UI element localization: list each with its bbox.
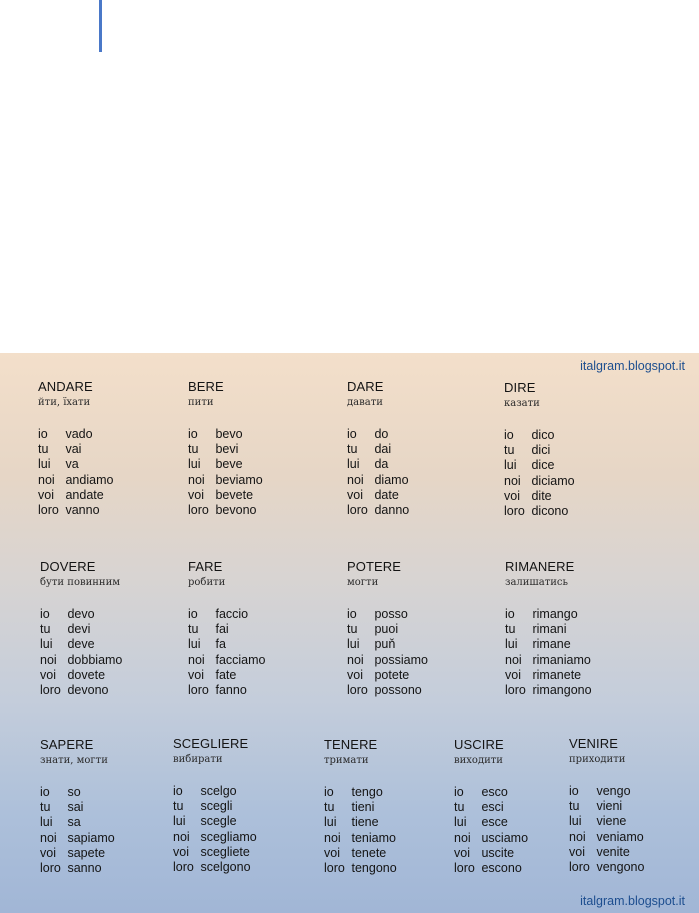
verb-form: scelgono	[200, 860, 251, 875]
pronoun: lui	[188, 637, 201, 652]
conjugation-row	[347, 653, 507, 668]
conjugation-row	[188, 457, 348, 472]
verb-form: puoi	[374, 622, 399, 637]
conjugation-row	[40, 668, 200, 683]
conjugation-row	[347, 427, 507, 442]
pronoun: voi	[40, 667, 56, 682]
verb-form: esci	[481, 800, 504, 815]
conjugation-list	[40, 607, 200, 698]
pronoun: lui	[38, 457, 51, 472]
conjugation-row	[505, 683, 665, 698]
conjugation-row	[504, 428, 664, 443]
conjugation-row	[38, 473, 198, 488]
verb-form: scegliamo	[200, 829, 257, 844]
pronoun: noi	[347, 472, 364, 487]
verb-form: rimaniamo	[532, 652, 591, 667]
conjugation-list	[173, 784, 333, 875]
conjugation-row	[173, 814, 333, 829]
conjugation-row	[347, 683, 507, 698]
pronoun: voi	[40, 845, 56, 860]
pronoun: loro	[188, 503, 209, 518]
conjugation-row	[188, 503, 348, 518]
verb-form: faccio	[215, 607, 249, 621]
pronoun: io	[188, 607, 198, 621]
conjugation-row	[173, 845, 333, 860]
conjugation-row	[40, 653, 200, 668]
verb-block-potere	[347, 559, 507, 698]
verb-name: POTERE	[347, 559, 402, 574]
verb-translation: залишатись	[505, 577, 568, 588]
verb-form: teniamo	[351, 830, 396, 845]
pronoun: lui	[569, 814, 582, 829]
verb-form: beviamo	[215, 472, 263, 487]
conjugation-row	[38, 488, 198, 503]
verb-name: TENERE	[324, 737, 378, 752]
verb-form: diamo	[374, 472, 409, 487]
verb-form: dai	[374, 442, 392, 457]
pronoun: loro	[504, 504, 525, 519]
verb-form: andate	[65, 487, 104, 502]
verb-form: dicono	[531, 504, 569, 519]
conjugation-row	[38, 442, 198, 457]
verb-form: usciamo	[481, 830, 529, 845]
pronoun: tu	[505, 622, 516, 637]
verb-block-dovere	[40, 559, 200, 698]
pronoun: loro	[454, 861, 475, 876]
verb-form: rimanete	[532, 667, 582, 682]
verb-form: sanno	[67, 861, 102, 876]
verb-form: possiamo	[374, 652, 428, 667]
verb-block-scegliere	[173, 736, 333, 875]
pronoun: io	[173, 784, 183, 798]
conjugation-row	[173, 830, 333, 845]
verb-form: vanno	[65, 503, 100, 518]
pronoun: voi	[505, 667, 521, 682]
conjugation-row	[347, 442, 507, 457]
verb-form: va	[65, 457, 79, 472]
conjugation-row	[38, 457, 198, 472]
pronoun: noi	[505, 652, 522, 667]
conjugation-row	[38, 503, 198, 518]
conjugation-row	[173, 799, 333, 814]
pronoun: tu	[40, 622, 51, 637]
pronoun: voi	[504, 488, 520, 503]
verb-form: dice	[531, 458, 555, 473]
verb-name: DOVERE	[40, 559, 96, 574]
verb-translation: казати	[504, 398, 540, 409]
verb-form: dovete	[67, 667, 106, 682]
verb-translation: давати	[347, 397, 383, 408]
pronoun: voi	[347, 487, 363, 502]
conjugation-row	[188, 622, 348, 637]
verb-form: possono	[374, 683, 422, 698]
pronoun: tu	[188, 442, 199, 457]
conjugation-row	[188, 607, 348, 622]
pronoun: noi	[504, 473, 521, 488]
verb-form: sai	[67, 800, 84, 815]
pronoun: voi	[324, 845, 340, 860]
pronoun: noi	[40, 830, 57, 845]
pronoun: voi	[188, 667, 204, 682]
pronoun: io	[40, 785, 50, 799]
conjugation-row	[173, 860, 333, 875]
verb-form: scegliete	[200, 844, 250, 859]
pronoun: lui	[324, 815, 337, 830]
conjugation-row	[347, 607, 507, 622]
pronoun: lui	[188, 457, 201, 472]
pronoun: loro	[38, 503, 59, 518]
conjugation-row	[188, 427, 348, 442]
verb-translation: бути повинним	[40, 577, 121, 588]
pronoun: lui	[347, 637, 360, 652]
conjugation-row	[347, 473, 507, 488]
conjugation-row	[188, 683, 348, 698]
pronoun: io	[40, 607, 50, 621]
verb-block-fare	[188, 559, 348, 698]
conjugation-row	[40, 607, 200, 622]
pronoun: tu	[38, 442, 49, 457]
verb-form: date	[374, 487, 399, 502]
pronoun: voi	[188, 487, 204, 502]
conjugation-list	[569, 784, 699, 875]
verb-form: tiene	[351, 815, 379, 830]
conjugation-row	[569, 860, 699, 875]
pronoun: io	[505, 607, 515, 621]
verb-name: DARE	[347, 379, 384, 394]
conjugation-row	[173, 784, 333, 799]
pronoun: loro	[40, 861, 61, 876]
conjugation-row	[569, 845, 699, 860]
pronoun: io	[324, 785, 334, 799]
pronoun: noi	[569, 829, 586, 844]
pronoun: tu	[454, 800, 465, 815]
verb-form: fa	[215, 637, 226, 652]
verb-translation: тримати	[324, 755, 369, 766]
pronoun: tu	[569, 799, 580, 814]
verb-name: SAPERE	[40, 737, 94, 752]
pronoun: loro	[347, 503, 368, 518]
verb-form: scegle	[200, 814, 237, 829]
pronoun: io	[347, 607, 357, 621]
pronoun: io	[504, 428, 514, 442]
verb-block-andare	[38, 379, 198, 518]
verb-form: sa	[67, 815, 81, 830]
conjugation-row	[347, 622, 507, 637]
verb-form: vengo	[596, 784, 631, 798]
pronoun: noi	[188, 472, 205, 487]
verb-form: dite	[531, 488, 552, 503]
pronoun: noi	[40, 652, 57, 667]
verb-name: RIMANERE	[505, 559, 575, 574]
pronoun: loro	[188, 683, 209, 698]
conjugation-list	[347, 607, 507, 698]
verb-form: bevo	[215, 427, 243, 441]
pronoun: io	[347, 427, 357, 441]
conjugation-row	[505, 622, 665, 637]
verb-name: FARE	[188, 559, 223, 574]
verb-form: rimango	[532, 607, 578, 621]
verb-form: viene	[596, 814, 627, 829]
conjugation-list	[188, 427, 348, 518]
pronoun: io	[38, 427, 48, 441]
pronoun: lui	[347, 457, 360, 472]
verb-form: sapiamo	[67, 830, 115, 845]
pronoun: noi	[38, 472, 55, 487]
verb-form: veniamo	[596, 829, 644, 844]
pronoun: noi	[347, 652, 364, 667]
conjugation-row	[347, 503, 507, 518]
verb-form: venite	[596, 844, 630, 859]
verb-form: devo	[67, 607, 95, 621]
pronoun: io	[188, 427, 198, 441]
verb-translation: йти, їхати	[38, 397, 91, 408]
conjugation-list	[38, 427, 198, 518]
verb-translation: виходити	[454, 755, 503, 766]
verb-form: rimani	[532, 622, 567, 637]
pronoun: noi	[324, 830, 341, 845]
conjugation-row	[569, 799, 699, 814]
conjugation-row	[188, 668, 348, 683]
verb-name: ANDARE	[38, 379, 93, 394]
verb-form: beve	[215, 457, 243, 472]
conjugation-row	[188, 442, 348, 457]
pronoun: voi	[173, 844, 189, 859]
verb-form: escono	[481, 861, 522, 876]
conjugation-row	[347, 668, 507, 683]
verb-form: vado	[65, 427, 93, 441]
conjugation-row	[504, 458, 664, 473]
verb-form: dico	[531, 428, 555, 442]
verb-form: fanno	[215, 683, 247, 698]
verb-translation: приходити	[569, 754, 626, 765]
pronoun: loro	[505, 683, 526, 698]
pronoun: voi	[347, 667, 363, 682]
verb-form: vai	[65, 442, 82, 457]
verb-form: esco	[481, 785, 508, 799]
verb-name: BERE	[188, 379, 224, 394]
verb-form: danno	[374, 503, 410, 518]
verb-name: VENIRE	[569, 736, 619, 751]
pronoun: voi	[454, 845, 470, 860]
verb-form: do	[374, 427, 389, 441]
pronoun: lui	[504, 458, 517, 473]
conjugation-row	[505, 653, 665, 668]
conjugation-row	[569, 814, 699, 829]
source-label-top: italgram.blogspot.it	[580, 359, 685, 373]
verb-translation: знати, могти	[40, 755, 108, 766]
pronoun: tu	[504, 443, 515, 458]
verb-translation: робити	[188, 577, 226, 588]
verb-block-venire	[569, 736, 699, 875]
conjugation-list	[188, 607, 348, 698]
conjugation-list	[505, 607, 665, 698]
pronoun: lui	[505, 637, 518, 652]
verb-form: bevono	[215, 503, 257, 518]
pronoun: tu	[324, 800, 335, 815]
verb-translation: могти	[347, 577, 379, 588]
conjugation-row	[347, 637, 507, 652]
conjugation-row	[347, 457, 507, 472]
pronoun: tu	[188, 622, 199, 637]
pronoun: noi	[454, 830, 471, 845]
pronoun: lui	[454, 815, 467, 830]
pronoun: lui	[173, 814, 186, 829]
pronoun: noi	[188, 652, 205, 667]
verb-form: andiamo	[65, 472, 114, 487]
conjugation-row	[40, 622, 200, 637]
verb-translation: пити	[188, 397, 214, 408]
conjugation-row	[569, 830, 699, 845]
conjugation-row	[347, 488, 507, 503]
verb-form: tieni	[351, 800, 375, 815]
verb-form: devi	[67, 622, 91, 637]
verb-form: uscite	[481, 845, 515, 860]
verb-form: deve	[67, 637, 95, 652]
verb-form: devono	[67, 683, 109, 698]
pronoun: tu	[347, 442, 358, 457]
conjugation-row	[504, 474, 664, 489]
pronoun: lui	[40, 637, 53, 652]
conjugation-row	[505, 668, 665, 683]
verb-form: rimangono	[532, 683, 592, 698]
conjugation-row	[505, 607, 665, 622]
verb-form: vengono	[596, 860, 645, 875]
verb-form: dobbiamo	[67, 652, 123, 667]
verb-form: esce	[481, 815, 508, 830]
verb-form: fate	[215, 667, 237, 682]
verb-form: fai	[215, 622, 229, 637]
verb-block-dare	[347, 379, 507, 518]
pronoun: voi	[38, 487, 54, 502]
pronoun: io	[454, 785, 464, 799]
verb-block-bere	[188, 379, 348, 518]
verb-form: tengono	[351, 861, 397, 876]
conjugation-row	[188, 473, 348, 488]
verb-form: tengo	[351, 785, 383, 799]
conjugation-row	[188, 653, 348, 668]
verb-conjugation-table	[0, 353, 699, 913]
verb-name: SCEGLIERE	[173, 736, 249, 751]
conjugation-row	[504, 504, 664, 519]
verb-form: tenete	[351, 845, 387, 860]
verb-name: DIRE	[504, 380, 536, 395]
verb-translation: вибирати	[173, 754, 223, 765]
conjugation-list	[504, 428, 664, 519]
verb-form: rimane	[532, 637, 571, 652]
pronoun: loro	[569, 860, 590, 875]
pronoun: loro	[324, 861, 345, 876]
verb-form: dici	[531, 443, 551, 458]
pronoun: loro	[347, 683, 368, 698]
pronoun: loro	[40, 683, 61, 698]
pronoun: loro	[173, 860, 194, 875]
conjugation-row	[40, 637, 200, 652]
verb-form: so	[67, 785, 81, 799]
pronoun: lui	[40, 815, 53, 830]
verb-block-dire	[504, 380, 664, 519]
pronoun: io	[569, 784, 579, 798]
pronoun: tu	[40, 800, 51, 815]
verb-form: scegli	[200, 799, 233, 814]
verb-form: sapete	[67, 845, 106, 860]
verb-form: posso	[374, 607, 408, 621]
verb-form: diciamo	[531, 473, 575, 488]
conjugation-row	[505, 637, 665, 652]
verb-form: puň	[374, 637, 396, 652]
conjugation-row	[188, 488, 348, 503]
pronoun: noi	[173, 829, 190, 844]
conjugation-row	[38, 427, 198, 442]
verb-form: scelgo	[200, 784, 237, 798]
pronoun: voi	[569, 844, 585, 859]
conjugation-list	[347, 427, 507, 518]
pronoun: tu	[347, 622, 358, 637]
verb-form: bevi	[215, 442, 239, 457]
text-cursor-bar	[99, 0, 102, 52]
conjugation-row	[504, 489, 664, 504]
verb-name: USCIRE	[454, 737, 504, 752]
verb-block-rimanere	[505, 559, 665, 698]
conjugation-row	[188, 637, 348, 652]
pronoun: tu	[173, 799, 184, 814]
verb-form: facciamo	[215, 652, 266, 667]
verb-form: potete	[374, 667, 410, 682]
verb-form: bevete	[215, 487, 254, 502]
conjugation-row	[569, 784, 699, 799]
verb-form: vieni	[596, 799, 623, 814]
verb-form: da	[374, 457, 389, 472]
conjugation-row	[40, 683, 200, 698]
source-label-bottom: italgram.blogspot.it	[580, 894, 685, 908]
conjugation-row	[504, 443, 664, 458]
